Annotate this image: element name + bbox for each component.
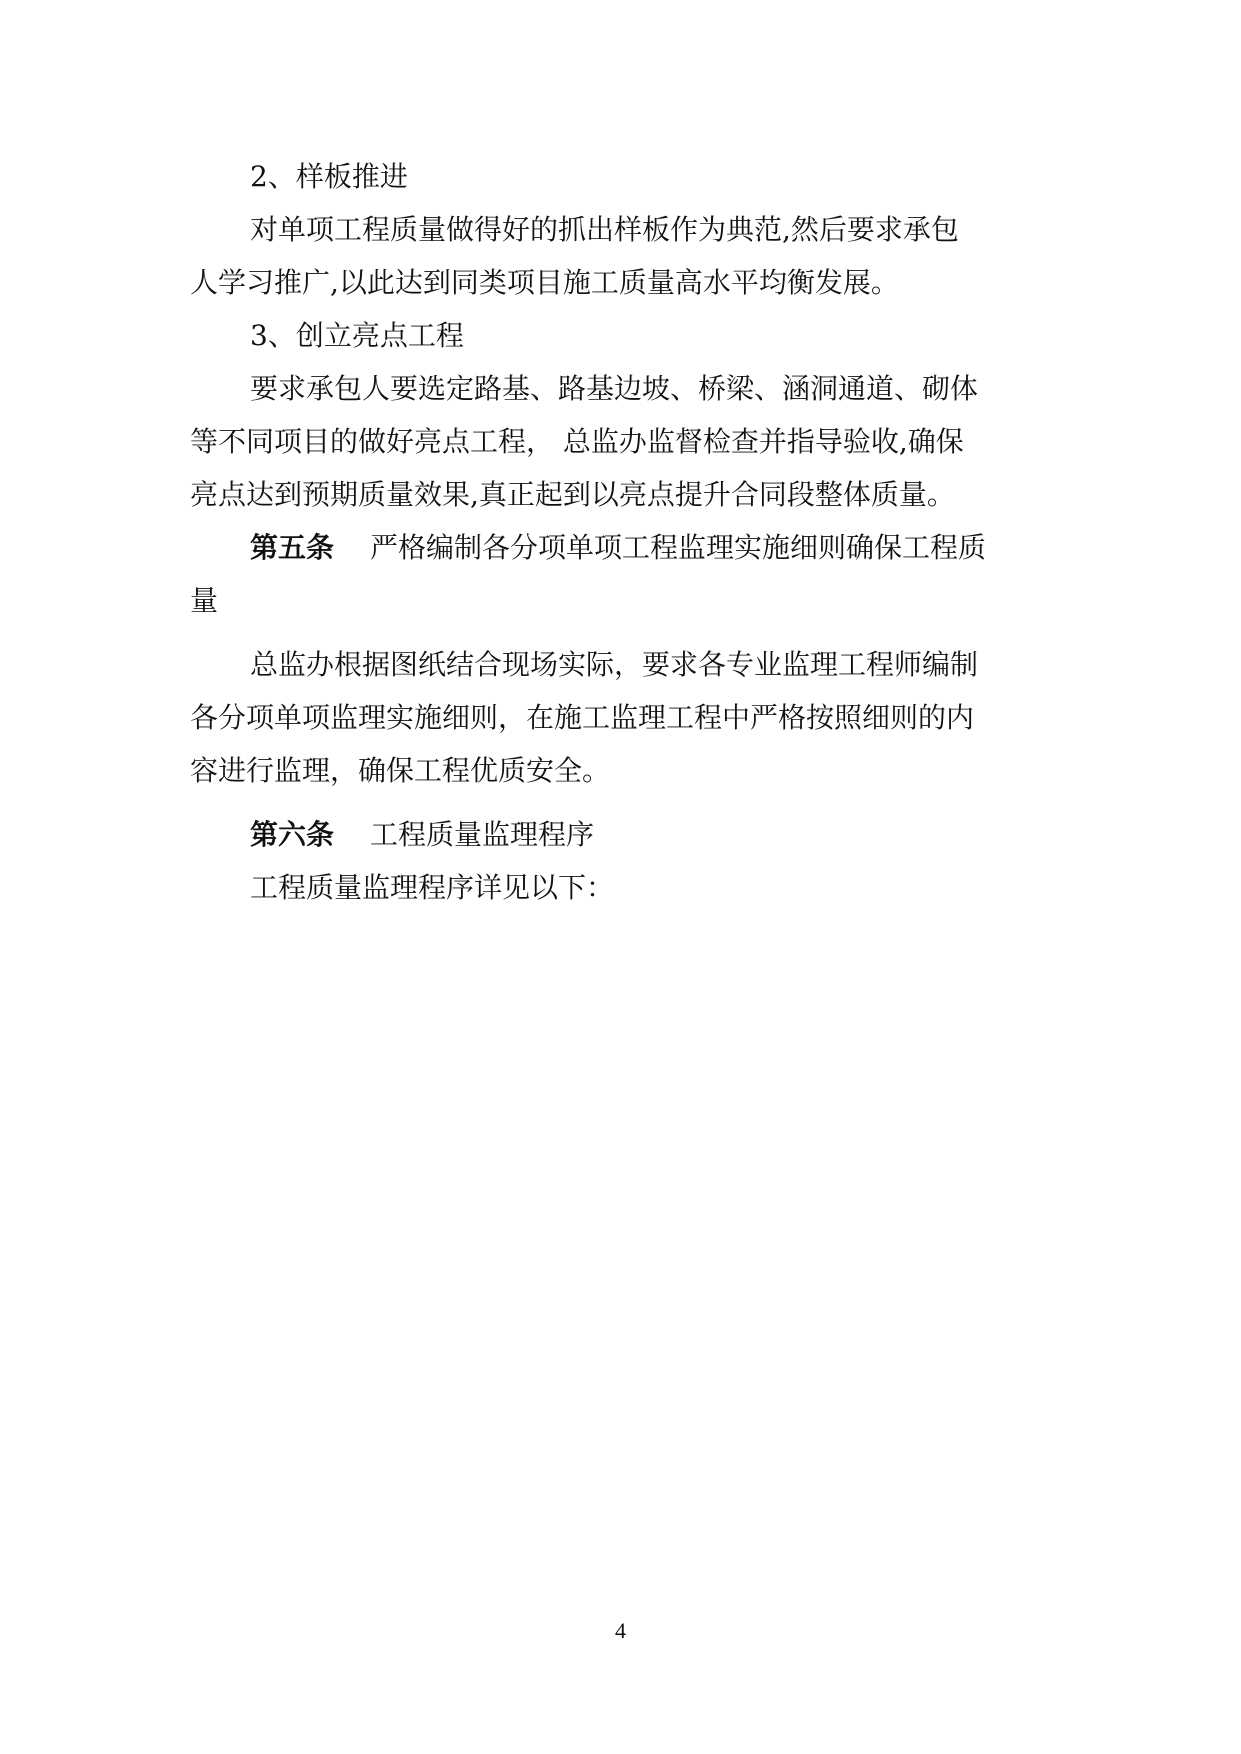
item2-heading: 2、样板推进 <box>250 160 408 193</box>
article6-line-1: 工程质量监理程序详见以下： <box>250 871 615 904</box>
article5-title: 严格编制各分项单项工程监理实施细则确保工程质 <box>370 531 987 564</box>
article5-title-continued: 量 <box>190 584 219 617</box>
item3-line-1: 要求承包人要选定路基、路基边坡、桥梁、涵洞通道、砌体 <box>250 372 979 405</box>
item3-line-3: 亮点达到预期质量效果,真正起到以亮点提升合同段整体质量。 <box>190 478 955 511</box>
article5-heading <box>190 521 1062 574</box>
page-body <box>190 150 1062 914</box>
article5-line-2: 各分项单项监理实施细则，在施工监理工程中严格按照细则的内 <box>190 701 975 734</box>
article6-heading <box>190 808 1062 861</box>
item2-line-1: 对单项工程质量做得好的抓出样板作为典范,然后要求承包 <box>250 213 959 246</box>
item2-line-2: 人学习推广,以此达到同类项目施工质量高水平均衡发展。 <box>190 266 899 299</box>
article6-title: 工程质量监理程序 <box>370 818 595 851</box>
article6-label: 第六条 <box>250 818 335 851</box>
item3-line-2: 等不同项目的做好亮点工程， 总监办监督检查并指导验收,确保 <box>190 425 964 458</box>
page-number: 4 <box>615 1618 626 1643</box>
item3-heading: 3、创立亮点工程 <box>250 319 464 352</box>
article5-label: 第五条 <box>250 531 335 564</box>
article5-line-1: 总监办根据图纸结合现场实际，要求各专业监理工程师编制 <box>250 648 979 681</box>
article5-line-3: 容进行监理，确保工程优质安全。 <box>190 754 611 787</box>
